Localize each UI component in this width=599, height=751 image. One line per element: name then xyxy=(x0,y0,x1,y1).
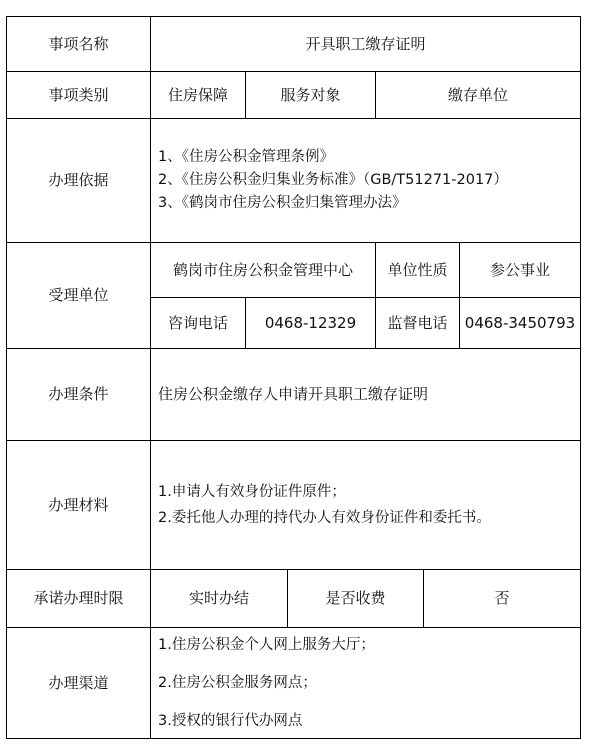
service-target-label: 服务对象 xyxy=(245,71,376,119)
timing-label: 承诺办理时限 xyxy=(6,569,151,628)
basis-item: 3、《鹤岗市住房公积金归集管理办法》 xyxy=(158,195,407,211)
office-nature-label: 单位性质 xyxy=(375,242,460,298)
supervise-phone-value: 0468-3450793 xyxy=(459,297,581,349)
materials-list xyxy=(150,440,581,570)
channels-label: 办理渠道 xyxy=(6,627,151,739)
item-name-label: 事项名称 xyxy=(6,16,151,72)
basis-item: 1、《住房公积金管理条例》 xyxy=(158,149,334,165)
basis-label: 办理依据 xyxy=(6,118,151,243)
basis-item: 2、《住房公积金归集业务标准》（GB/T51271-2017） xyxy=(158,172,508,188)
supervise-phone-label: 监督电话 xyxy=(375,297,460,349)
office-name: 鹤岗市住房公积金管理中心 xyxy=(150,242,376,298)
channels-item: 1.住房公积金个人网上服务大厅； xyxy=(158,637,375,653)
channels-item: 3.授权的银行代办网点 xyxy=(158,713,303,729)
item-category-value: 住房保障 xyxy=(150,71,246,119)
conditions-label: 办理条件 xyxy=(6,348,151,441)
consult-phone-label: 咨询电话 xyxy=(150,297,246,349)
fee-value: 否 xyxy=(423,569,581,628)
channels-list xyxy=(150,627,581,739)
service-target-value: 缴存单位 xyxy=(375,71,581,119)
consult-phone-value: 0468-12329 xyxy=(245,297,376,349)
item-category-label: 事项类别 xyxy=(6,71,151,119)
channels-item: 2.住房公积金服务网点； xyxy=(158,675,317,691)
office-nature-value: 参公事业 xyxy=(459,242,581,298)
materials-label: 办理材料 xyxy=(6,440,151,570)
timing-value: 实时办结 xyxy=(150,569,288,628)
item-name-value: 开具职工缴存证明 xyxy=(150,16,581,72)
materials-item: 1.申请人有效身份证件原件； xyxy=(158,484,346,500)
fee-label: 是否收费 xyxy=(287,569,424,628)
materials-item: 2.委托他人办理的持代办人有效身份证件和委托书。 xyxy=(158,510,491,526)
office-label: 受理单位 xyxy=(6,242,151,349)
basis-list xyxy=(150,118,581,243)
conditions-value: 住房公积金缴存人申请开具职工缴存证明 xyxy=(150,348,581,441)
